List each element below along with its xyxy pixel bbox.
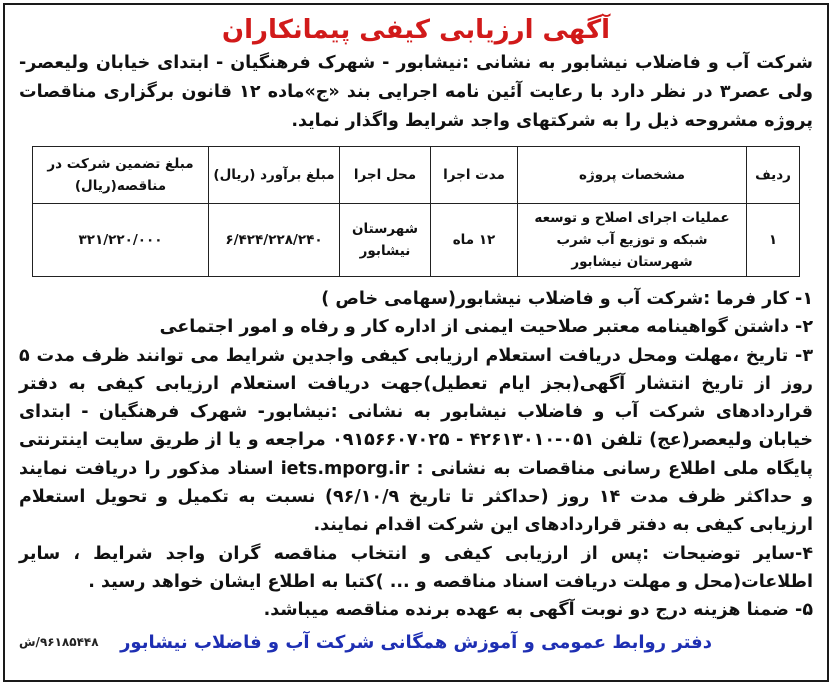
ad-frame xyxy=(3,3,829,682)
table-header-row xyxy=(33,147,800,204)
cell-project-spec: عملیات اجرای اصلاح و توسعه شبکه و توزیع آب شرب شهرستان نیشابور xyxy=(518,204,747,277)
list-item: ۱- کار فرما :شرکت آب و فاضلاب نیشابور(سهامی خاص ) xyxy=(321,289,813,309)
header-guarantee: مبلغ تضمین شرکت در مناقصه(ریال) xyxy=(33,147,209,204)
ad-title: آگهی ارزیابی کیفی پیمانکاران xyxy=(221,15,611,45)
tender-table xyxy=(32,146,800,277)
list-item: ۵- ضمنا هزینه درج دو نوبت آگهی به عهده برنده مناقصه میباشد. xyxy=(263,600,813,621)
table-row xyxy=(33,204,800,277)
cell-estimate: ۶/۴۲۴/۲۲۸/۲۴۰ xyxy=(209,204,340,277)
intro-paragraph: شرکت آب و فاضلاب نیشابور به نشانی :نیشابور - شهرک فرهنگیان - ابتدای خیابان ولیعصر-ولی عصر۳ در نظر دارد با رعایت آئین نامه اجرایی بند «ج»ماده ۱۲ قانون برگزاری مناقصات پروژه مشروحه ذیل را به شرکتهای واجد شرایط واگذار نماید. xyxy=(19,53,813,131)
conditions-list xyxy=(19,285,813,625)
header-location: محل اجرا xyxy=(340,147,431,204)
cell-row-number: ۱ xyxy=(747,204,800,277)
list-item: ۲- داشتن گواهینامه معتبر صلاحیت ایمنی از اداره کار و رفاه و امور اجتماعی xyxy=(159,317,813,338)
footer-row xyxy=(19,629,813,659)
cell-guarantee: ۳۲۱/۲۲۰/۰۰۰ xyxy=(33,204,209,277)
header-estimate: مبلغ برآورد (ریال) xyxy=(209,147,340,204)
cell-location: شهرستان نیشابور xyxy=(340,204,431,277)
list-item: ۴-سایر توضیحات :پس از ارزیابی کیفی و انتخاب مناقصه گران واجد شرایط ، سایر اطلاعات(محل و مهلت دریافت اسناد مناقصه و ... )کتبا به اطلاع ایشان خواهد رسید . xyxy=(19,543,813,592)
footer-signature: دفتر روابط عمومی و آموزش همگانی شرکت آب و فاضلاب نیشابور xyxy=(120,631,712,653)
list-item: ۳- تاریخ ،مهلت ومحل دریافت استعلام ارزیابی کیفی واجدین شرایط می توانند ظرف مدت ۵ روز از تاریخ انتشار آگهی(بجز ایام تعطیل)جهت دریافت استعلام ارزیابی کیفی به دفتر قراردادهای شرکت آب و فاضلاب نیشابور به نشانی :نیشابور- شهرک فرهنگیان - ابتدای خیابان ولیعصر(عج) تلفن ۰۵۱-۴۲۶۱۳۰۱۰ - ۰۹۱۵۶۶۰۷۰۲۵ مراجعه و یا از طریق سایت اینترنتی پایگاه ملی اطلاع رسانی مناقصات به نشانی : iets.mporg.ir اسناد مذکور را دریافت نمایند و حداکثر ظرف مدت ۱۴ روز (حداکثر تا تاریخ ۹۶/۱۰/۹) نسبت به تکمیل و تحویل استعلام ارزیابی کیفی به دفتر قراردادهای این شرکت اقدام نمایند. xyxy=(19,345,814,536)
ad-code: ۹۶۱۸۵۴۴۸/ش xyxy=(19,634,99,649)
header-project-spec: مشخصات پروژه xyxy=(518,147,747,204)
cell-duration: ۱۲ ماه xyxy=(431,204,518,277)
header-row-number: ردیف xyxy=(747,147,800,204)
header-duration: مدت اجرا xyxy=(431,147,518,204)
